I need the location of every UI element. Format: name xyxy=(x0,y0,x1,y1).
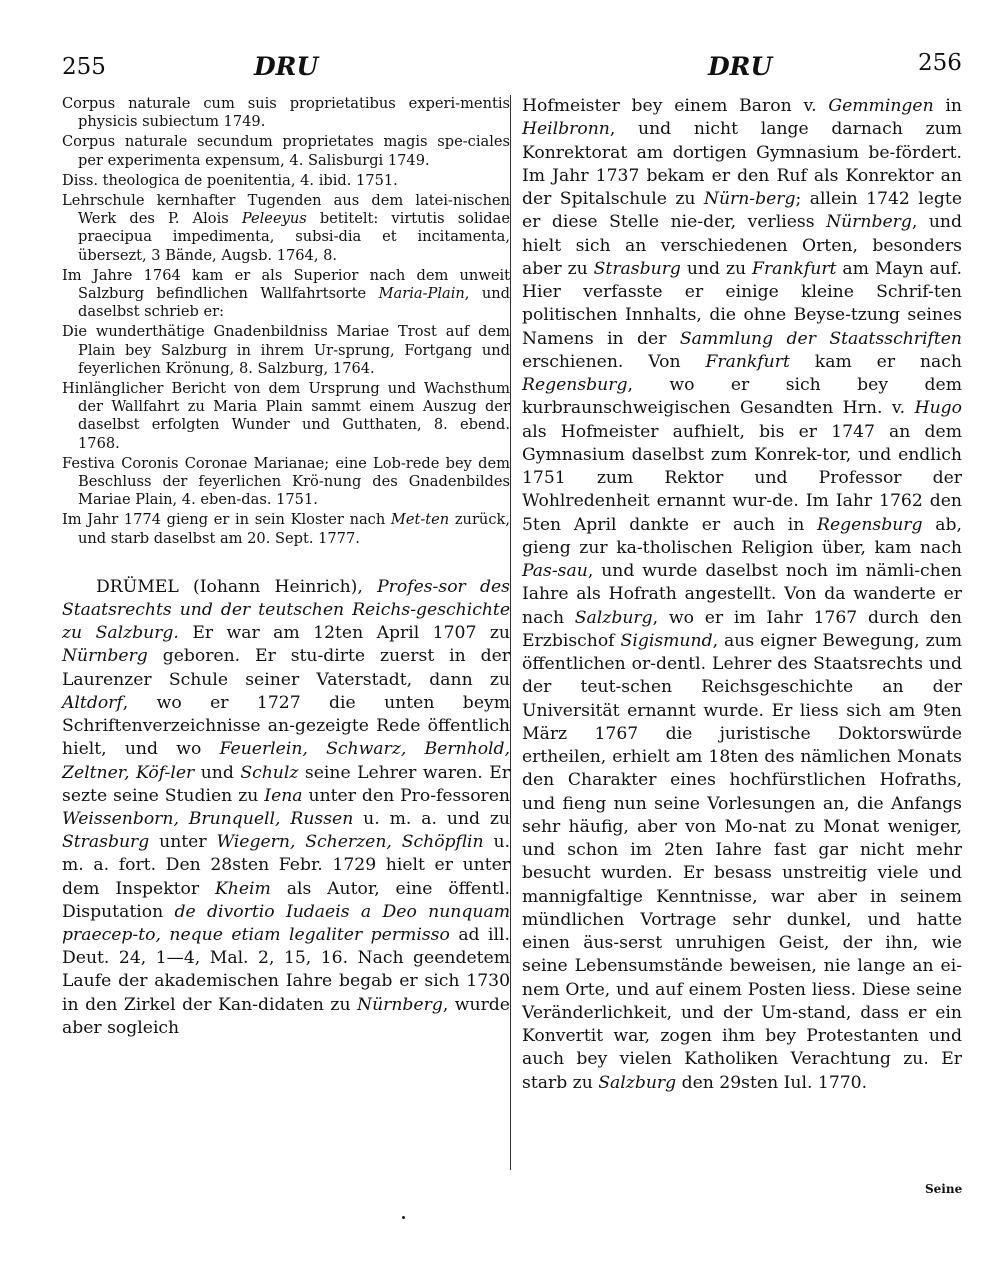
italic-run: Weissenborn, Brunquell, Russen xyxy=(62,808,354,829)
column-divider xyxy=(510,95,511,1170)
bibliography-entry: Corpus naturale secundum proprietates magis spe-ciales per experimenta expensum, 4. Salisburgi 1749. xyxy=(62,133,510,169)
right-page-number: 256 xyxy=(918,50,962,76)
italic-run: Maria-Plain xyxy=(378,285,465,303)
italic-run: Salzburg xyxy=(574,607,653,628)
bibliography-entry: Die wunderthätige Gnadenbildniss Mariae Trost auf dem Plain bey Salzburg in ihrem Ur-sprung, Fortgang und feyerlichen Krönung, 8. Salzburg, 1764. xyxy=(62,323,510,377)
bibliography-entry: Hinlänglicher Bericht von dem Ursprung und Wachsthum der Wallfahrt zu Maria Plain sammt einem Auszug der daselbst erfolgten Wunder und Gutthaten, 8. ebend. 1768. xyxy=(62,380,510,452)
right-column xyxy=(522,95,962,1095)
italic-run: Heilbronn xyxy=(522,119,610,140)
italic-run: Strasburg xyxy=(62,832,150,853)
print-speck xyxy=(402,1216,405,1219)
italic-run: Altdorf xyxy=(62,692,123,713)
bibliography-entry: Corpus naturale cum suis proprietatibus experi-mentis physicis subiectum 1749. xyxy=(62,95,510,131)
bibliography-entry: Im Jahre 1764 kam er als Superior nach dem unweit Salzburg befindlichen Wallfahrtsorte Maria-Plain, und daselbst schrieb er: xyxy=(62,266,510,321)
italic-run: Nürn-berg xyxy=(703,189,796,209)
italic-run: Sammlung der Staatsschriften xyxy=(679,328,963,349)
italic-run: Gemmingen xyxy=(828,96,934,116)
page-header xyxy=(0,50,1000,90)
italic-run: Strasburg xyxy=(593,258,681,279)
bibliography-list xyxy=(62,95,510,548)
italic-run: Frankfurt xyxy=(705,351,790,372)
italic-run: Peleeyus xyxy=(241,210,307,228)
left-page-number: 255 xyxy=(62,54,106,80)
bibliography-entry: Im Jahr 1774 gieng er in sein Kloster nach Met-ten zurück, und starb daselbst am 20. Sept. 1777. xyxy=(62,511,510,547)
bibliography-entry: Diss. theologica de poenitentia, 4. ibid. 1751. xyxy=(62,171,398,189)
right-running-head: DRU xyxy=(708,52,773,81)
italic-run: Feuerlein, Schwarz, Bernhold, Zeltner, Köf-ler xyxy=(62,739,511,783)
italic-run: Hugo xyxy=(914,398,962,419)
italic-run: Schulz xyxy=(240,762,299,783)
italic-run: Nürnberg xyxy=(357,994,443,1015)
italic-run: Frankfurt xyxy=(752,258,837,279)
italic-run: Nürnberg xyxy=(826,212,912,233)
bibliography-entry: Festiva Coronis Coronae Marianae; eine Lob-rede bey dem Beschluss der feyerlichen Krö-nung des Gnadenbildes Mariae Plain, 4. eben-das. 1751. xyxy=(62,454,510,509)
italic-run: de divortio Iudaeis a Deo nunquam praecep-to, neque etiam legaliter permisso xyxy=(62,901,510,945)
catchword: Seine xyxy=(925,1182,963,1196)
left-running-head: DRU xyxy=(254,52,319,81)
left-column xyxy=(62,95,510,1040)
italic-run: Met-ten xyxy=(390,511,450,529)
italic-run: Regensburg xyxy=(817,514,923,535)
italic-run: Regensburg xyxy=(522,375,628,395)
italic-run: Profes-sor des Staatsrechts und der teutschen Reichs-geschichte zu Salzburg. xyxy=(62,576,510,644)
italic-run: Pas-sau xyxy=(522,561,588,581)
italic-run: Wiegern, Scherzen, Schöpflin xyxy=(216,832,484,853)
biography-continuation: Hofmeister bey einem Baron v. Gemmingen in Heilbronn, und nicht lange darnach zum Konrektorat am dortigen Gymnasium be-fördert. Im Jahr 1737 bekam er den Ruf als Konrektor an der Spitalschule zu Nürn-berg; allein 1742 legte er diese Stelle nie-der, verliess Nürnberg, und hielt sich an verschiedenen Orten, besonders aber zu Strasburg und zu Frankfurt am Mayn auf. Hier verfasste er einige kleine Schrif-ten politischen Innhalts, die ohne Beyse-tzung seines Namens in der Sammlung der Staatsschriften erschienen. Von Frankfurt kam er nach Regensburg, wo er sich bey dem kurbraunschweigischen Gesandten Hrn. v. Hugo als Hofmeister aufhielt, bis er 1747 an dem Gymnasium daselbst zum Konrek-tor, und endlich 1751 zum Rektor und Professor der Wohlredenheit ernannt wur-de. Im Iahr 1762 den 5ten April dankte er auch in Regensburg ab, gieng zur ka-tholischen Religion über, kam nach Pas-sau, und wurde daselbst noch im nämli-chen Iahre als Hofrath angestellt. Von da wanderte er nach Salzburg, wo er im Iahr 1767 durch den Erzbischof Sigismund, aus eigner Bewegung, zum öffentlichen or-dentl. Lehrer des Staatsrechts und der teut-schen Reichsgeschichte an der Universität ernannt wurde. Er liess sich am 9ten März 1767 die juristische Doktorswürde ertheilen, erhielt am 18ten des nämlichen Monats den Charakter eines hochfürstlichen Hofraths, und fieng nun seine Vorlesungen an, die Anfangs sehr häufig, aber von Mo-nat zu Monat weniger, und schon im 2ten Iahre fast gar nicht mehr besucht wurden. Er besass unstreitig viele und mannigfaltige Kenntnisse, war aber in seinem mündlichen Vortrage sehr dunkel, und hatte einen äus-serst unruhigen Geist, der ihn, wie seine Lebensumstände beweisen, nie lange an ei-nem Orte, und auf einem Posten liess. Diese seine Veränderlichkeit, und der Um-stand, dass er ein Konvertit war, zogen ihm bey Protestanten und auch bey vielen Katholiken Verachtung zu. Er starb zu Salzburg den 29sten Iul. 1770. xyxy=(522,96,963,1093)
italic-run: Nürnberg xyxy=(62,646,148,667)
italic-run: Salzburg xyxy=(598,1072,677,1093)
italic-run: Iena xyxy=(264,785,303,806)
italic-run: Kheim xyxy=(214,878,271,899)
italic-run: Sigismund xyxy=(620,630,713,651)
biography-entry-druemel: DRÜMEL (Iohann Heinrich), Profes-sor des Staatsrechts und der teutschen Reichs-geschichte zu Salzburg. Er war am 12ten April 1707 zu Nürnberg geboren. Er stu-dirte zuerst in der Laurenzer Schule seiner Vaterstadt, dann zu Altdorf, wo er 1727 die unten beym Schriftenverzeichnisse an-gezeigte Rede öffentlich hielt, und wo Feuerlein, Schwarz, Bernhold, Zeltner, Köf-ler und Schulz seine Lehrer waren. Er sezte seine Studien zu Iena unter den Pro-fessoren Weissenborn, Brunquell, Russen u. m. a. und zu Strasburg unter Wiegern, Scherzen, Schöpflin u. m. a. fort. Den 28sten Febr. 1729 hielt er unter dem Inspektor Kheim als Autor, eine öffentl. Disputation de divortio Iudaeis a Deo nunquam praecep-to, neque etiam legaliter permisso ad ill. Deut. 24, 1—4, Mal. 2, 15, 16. Nach geendetem Laufe der akademischen Iahre begab er sich 1730 in den Zirkel der Kan-didaten zu Nürnberg, wurde aber sogleich xyxy=(62,576,511,1038)
bibliography-entry: Lehrschule kernhafter Tugenden aus dem latei-nischen Werk des P. Alois Peleeyus betitelt: virtutis solidae praecipua impedimenta, subsi-dia et incitamenta, übersezt, 3 Bände, Augsb. 1764, 8. xyxy=(62,192,510,264)
